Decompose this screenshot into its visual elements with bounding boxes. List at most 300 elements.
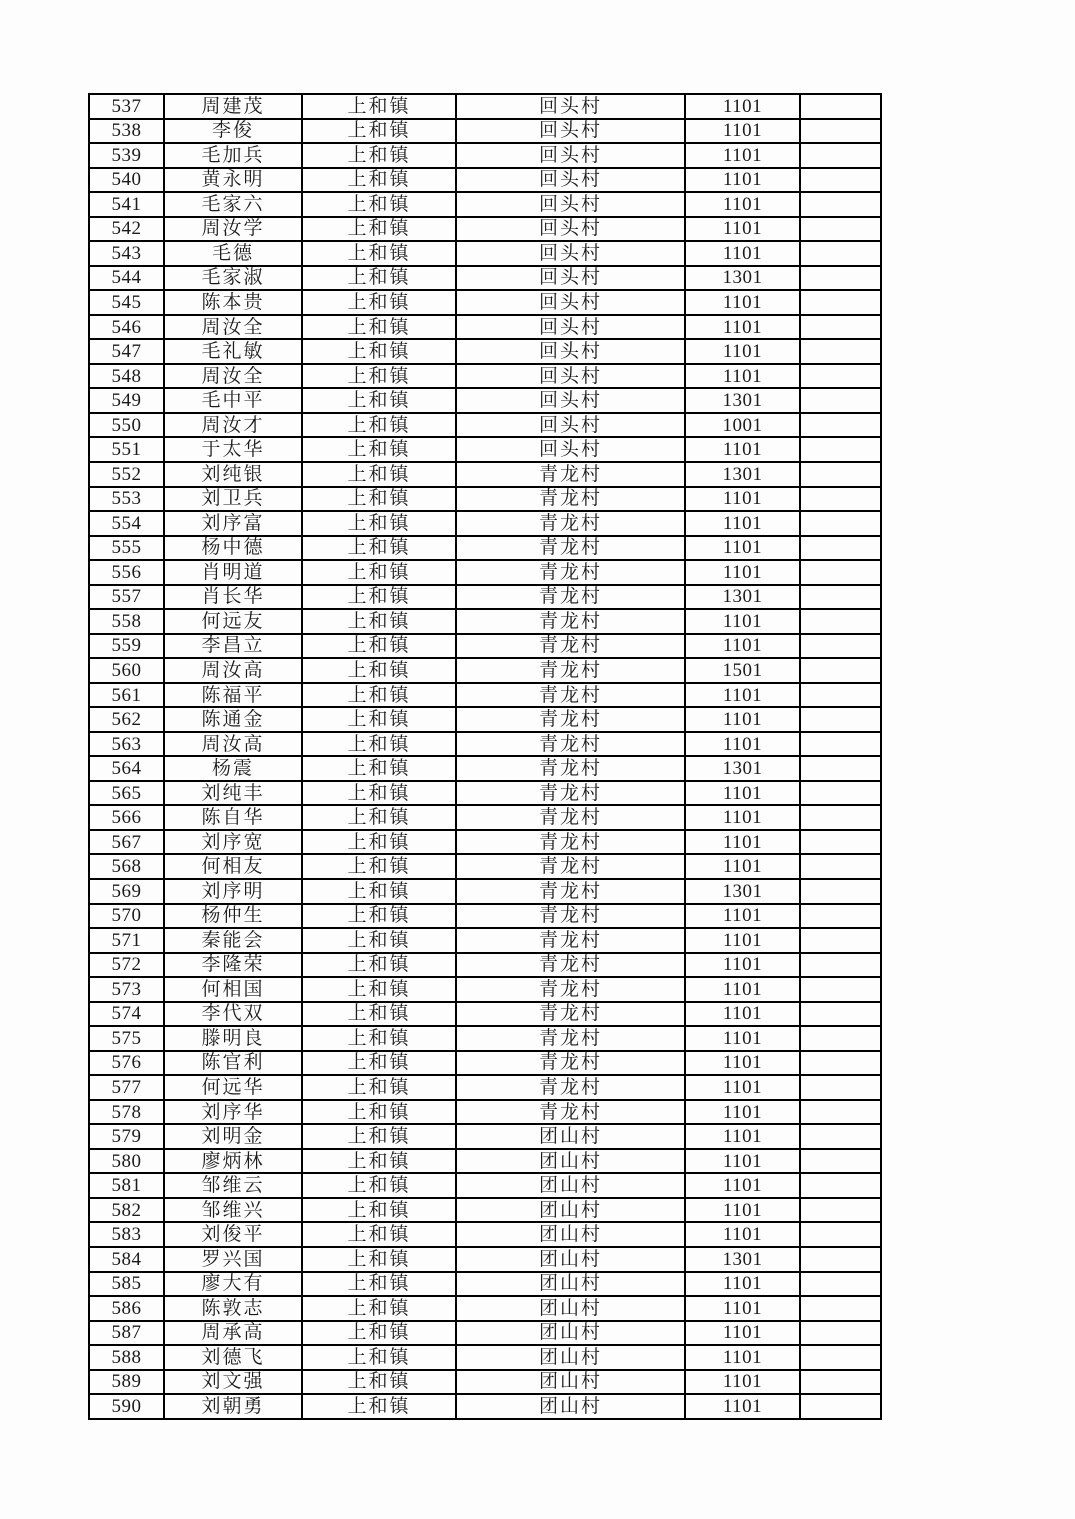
- cell-remark: [800, 707, 881, 732]
- table-row: [89, 904, 881, 929]
- cell-village: 青龙村: [456, 879, 685, 904]
- cell-town: 上和镇: [302, 830, 456, 855]
- cell-name: 刘纯银: [164, 462, 302, 487]
- cell-town: 上和镇: [302, 1075, 456, 1100]
- cell-village: 回头村: [456, 413, 685, 438]
- cell-village: 回头村: [456, 192, 685, 217]
- cell-remark: [800, 290, 881, 315]
- cell-remark: [800, 781, 881, 806]
- cell-remark: [800, 1002, 881, 1027]
- cell-town: 上和镇: [302, 953, 456, 978]
- cell-town: 上和镇: [302, 781, 456, 806]
- cell-town: 上和镇: [302, 585, 456, 610]
- cell-village: 青龙村: [456, 560, 685, 585]
- cell-name: 何远友: [164, 609, 302, 634]
- cell-name: 周汝全: [164, 364, 302, 389]
- cell-index: 585: [89, 1272, 164, 1297]
- cell-index: 540: [89, 168, 164, 193]
- cell-index: 545: [89, 290, 164, 315]
- cell-town: 上和镇: [302, 756, 456, 781]
- cell-village: 回头村: [456, 241, 685, 266]
- cell-code: 1301: [685, 462, 800, 487]
- roster-table: [88, 93, 882, 1420]
- table-row: [89, 560, 881, 585]
- table-row: [89, 1149, 881, 1174]
- cell-remark: [800, 585, 881, 610]
- cell-town: 上和镇: [302, 1370, 456, 1395]
- cell-code: 1101: [685, 1100, 800, 1125]
- cell-remark: [800, 879, 881, 904]
- cell-name: 陈自华: [164, 805, 302, 830]
- cell-town: 上和镇: [302, 658, 456, 683]
- table-row: [89, 1198, 881, 1223]
- cell-index: 587: [89, 1321, 164, 1346]
- cell-name: 何相友: [164, 854, 302, 879]
- cell-name: 陈福平: [164, 683, 302, 708]
- cell-code: 1101: [685, 1394, 800, 1419]
- cell-town: 上和镇: [302, 805, 456, 830]
- cell-code: 1301: [685, 388, 800, 413]
- cell-village: 青龙村: [456, 1026, 685, 1051]
- cell-village: 青龙村: [456, 609, 685, 634]
- cell-town: 上和镇: [302, 462, 456, 487]
- cell-index: 542: [89, 217, 164, 242]
- cell-town: 上和镇: [302, 143, 456, 168]
- cell-index: 556: [89, 560, 164, 585]
- table-row: [89, 781, 881, 806]
- cell-village: 青龙村: [456, 805, 685, 830]
- cell-name: 周建茂: [164, 94, 302, 119]
- cell-name: 刘文强: [164, 1370, 302, 1395]
- cell-code: 1101: [685, 1321, 800, 1346]
- cell-town: 上和镇: [302, 1222, 456, 1247]
- table-row: [89, 1124, 881, 1149]
- cell-code: 1101: [685, 315, 800, 340]
- cell-remark: [800, 462, 881, 487]
- cell-remark: [800, 94, 881, 119]
- cell-remark: [800, 953, 881, 978]
- table-row: [89, 119, 881, 144]
- cell-index: 577: [89, 1075, 164, 1100]
- table-row: [89, 536, 881, 561]
- cell-town: 上和镇: [302, 339, 456, 364]
- cell-village: 回头村: [456, 168, 685, 193]
- cell-index: 578: [89, 1100, 164, 1125]
- cell-name: 肖明道: [164, 560, 302, 585]
- cell-name: 滕明良: [164, 1026, 302, 1051]
- cell-name: 毛德: [164, 241, 302, 266]
- cell-village: 青龙村: [456, 634, 685, 659]
- cell-name: 杨中德: [164, 536, 302, 561]
- cell-index: 580: [89, 1149, 164, 1174]
- cell-town: 上和镇: [302, 1026, 456, 1051]
- cell-village: 青龙村: [456, 707, 685, 732]
- cell-remark: [800, 658, 881, 683]
- cell-town: 上和镇: [302, 609, 456, 634]
- cell-village: 回头村: [456, 290, 685, 315]
- cell-index: 565: [89, 781, 164, 806]
- cell-name: 廖炳林: [164, 1149, 302, 1174]
- cell-remark: [800, 1026, 881, 1051]
- cell-index: 567: [89, 830, 164, 855]
- cell-code: 1001: [685, 413, 800, 438]
- cell-village: 青龙村: [456, 683, 685, 708]
- cell-code: 1101: [685, 904, 800, 929]
- cell-name: 肖长华: [164, 585, 302, 610]
- cell-index: 553: [89, 487, 164, 512]
- cell-village: 团山村: [456, 1296, 685, 1321]
- cell-index: 582: [89, 1198, 164, 1223]
- table-row: [89, 266, 881, 291]
- cell-code: 1101: [685, 1370, 800, 1395]
- table-row: [89, 143, 881, 168]
- cell-town: 上和镇: [302, 879, 456, 904]
- cell-remark: [800, 904, 881, 929]
- table-row: [89, 487, 881, 512]
- cell-remark: [800, 854, 881, 879]
- cell-village: 回头村: [456, 388, 685, 413]
- cell-name: 陈通金: [164, 707, 302, 732]
- cell-index: 543: [89, 241, 164, 266]
- cell-index: 590: [89, 1394, 164, 1419]
- cell-town: 上和镇: [302, 707, 456, 732]
- cell-index: 589: [89, 1370, 164, 1395]
- cell-village: 团山村: [456, 1149, 685, 1174]
- cell-index: 588: [89, 1345, 164, 1370]
- cell-name: 刘序明: [164, 879, 302, 904]
- cell-village: 回头村: [456, 437, 685, 462]
- table-row: [89, 241, 881, 266]
- cell-index: 546: [89, 315, 164, 340]
- cell-town: 上和镇: [302, 1051, 456, 1076]
- cell-village: 回头村: [456, 266, 685, 291]
- cell-town: 上和镇: [302, 904, 456, 929]
- cell-index: 555: [89, 536, 164, 561]
- table-row: [89, 585, 881, 610]
- cell-village: 团山村: [456, 1272, 685, 1297]
- cell-code: 1101: [685, 830, 800, 855]
- cell-name: 于太华: [164, 437, 302, 462]
- cell-name: 周汝高: [164, 658, 302, 683]
- cell-town: 上和镇: [302, 94, 456, 119]
- cell-code: 1101: [685, 168, 800, 193]
- table-row: [89, 94, 881, 119]
- table-row: [89, 928, 881, 953]
- cell-village: 团山村: [456, 1222, 685, 1247]
- cell-index: 566: [89, 805, 164, 830]
- cell-town: 上和镇: [302, 1173, 456, 1198]
- cell-name: 毛家淑: [164, 266, 302, 291]
- cell-village: 青龙村: [456, 953, 685, 978]
- cell-village: 青龙村: [456, 977, 685, 1002]
- cell-town: 上和镇: [302, 388, 456, 413]
- cell-name: 李昌立: [164, 634, 302, 659]
- cell-town: 上和镇: [302, 290, 456, 315]
- cell-index: 558: [89, 609, 164, 634]
- cell-remark: [800, 388, 881, 413]
- cell-town: 上和镇: [302, 192, 456, 217]
- table-row: [89, 511, 881, 536]
- cell-town: 上和镇: [302, 413, 456, 438]
- cell-village: 青龙村: [456, 854, 685, 879]
- cell-town: 上和镇: [302, 1002, 456, 1027]
- cell-code: 1301: [685, 585, 800, 610]
- cell-remark: [800, 830, 881, 855]
- table-row: [89, 1272, 881, 1297]
- cell-code: 1101: [685, 805, 800, 830]
- cell-remark: [800, 1345, 881, 1370]
- cell-code: 1501: [685, 658, 800, 683]
- cell-village: 青龙村: [456, 928, 685, 953]
- cell-index: 549: [89, 388, 164, 413]
- cell-remark: [800, 217, 881, 242]
- table-row: [89, 1075, 881, 1100]
- cell-name: 何相国: [164, 977, 302, 1002]
- cell-remark: [800, 1051, 881, 1076]
- cell-remark: [800, 119, 881, 144]
- cell-index: 557: [89, 585, 164, 610]
- cell-code: 1101: [685, 1026, 800, 1051]
- cell-remark: [800, 1198, 881, 1223]
- table-row: [89, 290, 881, 315]
- cell-name: 毛加兵: [164, 143, 302, 168]
- cell-remark: [800, 437, 881, 462]
- cell-town: 上和镇: [302, 119, 456, 144]
- cell-remark: [800, 364, 881, 389]
- cell-town: 上和镇: [302, 1272, 456, 1297]
- cell-village: 团山村: [456, 1247, 685, 1272]
- cell-name: 秦能会: [164, 928, 302, 953]
- cell-code: 1101: [685, 781, 800, 806]
- cell-code: 1101: [685, 119, 800, 144]
- cell-name: 刘俊平: [164, 1222, 302, 1247]
- cell-remark: [800, 1075, 881, 1100]
- cell-index: 579: [89, 1124, 164, 1149]
- cell-index: 569: [89, 879, 164, 904]
- cell-name: 刘德飞: [164, 1345, 302, 1370]
- cell-remark: [800, 928, 881, 953]
- cell-name: 何远华: [164, 1075, 302, 1100]
- cell-code: 1101: [685, 511, 800, 536]
- cell-name: 邹维云: [164, 1173, 302, 1198]
- table-row: [89, 413, 881, 438]
- cell-code: 1101: [685, 339, 800, 364]
- cell-index: 574: [89, 1002, 164, 1027]
- cell-index: 539: [89, 143, 164, 168]
- cell-village: 青龙村: [456, 830, 685, 855]
- cell-code: 1101: [685, 536, 800, 561]
- cell-town: 上和镇: [302, 1247, 456, 1272]
- table-row: [89, 609, 881, 634]
- cell-code: 1301: [685, 1247, 800, 1272]
- cell-town: 上和镇: [302, 1296, 456, 1321]
- cell-index: 561: [89, 683, 164, 708]
- cell-code: 1101: [685, 732, 800, 757]
- cell-remark: [800, 683, 881, 708]
- cell-code: 1101: [685, 487, 800, 512]
- cell-code: 1101: [685, 953, 800, 978]
- cell-name: 罗兴国: [164, 1247, 302, 1272]
- cell-index: 584: [89, 1247, 164, 1272]
- cell-village: 青龙村: [456, 462, 685, 487]
- table-row: [89, 1345, 881, 1370]
- cell-remark: [800, 805, 881, 830]
- cell-town: 上和镇: [302, 560, 456, 585]
- cell-village: 回头村: [456, 143, 685, 168]
- table-row: [89, 756, 881, 781]
- cell-remark: [800, 241, 881, 266]
- cell-index: 572: [89, 953, 164, 978]
- cell-name: 廖大有: [164, 1272, 302, 1297]
- cell-village: 团山村: [456, 1173, 685, 1198]
- cell-name: 邹维兴: [164, 1198, 302, 1223]
- cell-remark: [800, 1321, 881, 1346]
- cell-village: 回头村: [456, 94, 685, 119]
- cell-name: 刘纯丰: [164, 781, 302, 806]
- cell-index: 583: [89, 1222, 164, 1247]
- cell-village: 青龙村: [456, 732, 685, 757]
- cell-town: 上和镇: [302, 364, 456, 389]
- cell-code: 1101: [685, 1345, 800, 1370]
- cell-village: 团山村: [456, 1345, 685, 1370]
- cell-code: 1101: [685, 560, 800, 585]
- cell-index: 537: [89, 94, 164, 119]
- cell-remark: [800, 1100, 881, 1125]
- cell-remark: [800, 487, 881, 512]
- cell-village: 青龙村: [456, 511, 685, 536]
- cell-village: 回头村: [456, 339, 685, 364]
- cell-village: 青龙村: [456, 1075, 685, 1100]
- cell-index: 544: [89, 266, 164, 291]
- cell-town: 上和镇: [302, 315, 456, 340]
- cell-index: 570: [89, 904, 164, 929]
- cell-name: 刘序华: [164, 1100, 302, 1125]
- table-row: [89, 388, 881, 413]
- cell-village: 青龙村: [456, 904, 685, 929]
- cell-name: 黄永明: [164, 168, 302, 193]
- cell-name: 毛家六: [164, 192, 302, 217]
- table-row: [89, 658, 881, 683]
- cell-remark: [800, 1173, 881, 1198]
- cell-code: 1301: [685, 756, 800, 781]
- cell-index: 547: [89, 339, 164, 364]
- cell-code: 1101: [685, 290, 800, 315]
- cell-town: 上和镇: [302, 217, 456, 242]
- cell-remark: [800, 339, 881, 364]
- table-row: [89, 1222, 881, 1247]
- cell-code: 1101: [685, 1124, 800, 1149]
- table-row: [89, 192, 881, 217]
- cell-town: 上和镇: [302, 266, 456, 291]
- cell-index: 564: [89, 756, 164, 781]
- cell-name: 刘明金: [164, 1124, 302, 1149]
- cell-index: 550: [89, 413, 164, 438]
- table-row: [89, 634, 881, 659]
- cell-code: 1101: [685, 1075, 800, 1100]
- cell-index: 563: [89, 732, 164, 757]
- table-row: [89, 1100, 881, 1125]
- cell-name: 周汝学: [164, 217, 302, 242]
- table-row: [89, 217, 881, 242]
- cell-name: 毛礼敏: [164, 339, 302, 364]
- table-row: [89, 1394, 881, 1419]
- table-row: [89, 683, 881, 708]
- cell-index: 568: [89, 854, 164, 879]
- cell-remark: [800, 315, 881, 340]
- cell-name: 周汝全: [164, 315, 302, 340]
- cell-index: 548: [89, 364, 164, 389]
- cell-name: 陈官利: [164, 1051, 302, 1076]
- cell-code: 1101: [685, 1296, 800, 1321]
- table-row: [89, 830, 881, 855]
- cell-code: 1101: [685, 192, 800, 217]
- cell-town: 上和镇: [302, 168, 456, 193]
- cell-village: 团山村: [456, 1370, 685, 1395]
- table-row: [89, 1173, 881, 1198]
- cell-name: 李俊: [164, 119, 302, 144]
- cell-town: 上和镇: [302, 977, 456, 1002]
- cell-code: 1101: [685, 143, 800, 168]
- cell-remark: [800, 634, 881, 659]
- cell-index: 571: [89, 928, 164, 953]
- table-row: [89, 1247, 881, 1272]
- cell-name: 周汝才: [164, 413, 302, 438]
- cell-town: 上和镇: [302, 437, 456, 462]
- cell-name: 杨震: [164, 756, 302, 781]
- cell-town: 上和镇: [302, 1124, 456, 1149]
- table-row: [89, 879, 881, 904]
- cell-name: 刘序宽: [164, 830, 302, 855]
- cell-code: 1301: [685, 266, 800, 291]
- cell-town: 上和镇: [302, 732, 456, 757]
- cell-remark: [800, 192, 881, 217]
- cell-remark: [800, 143, 881, 168]
- table-row: [89, 707, 881, 732]
- cell-index: 560: [89, 658, 164, 683]
- cell-code: 1101: [685, 241, 800, 266]
- cell-remark: [800, 1370, 881, 1395]
- cell-code: 1101: [685, 1173, 800, 1198]
- roster-table-body: [89, 94, 881, 1419]
- cell-code: 1101: [685, 217, 800, 242]
- cell-name: 李隆荣: [164, 953, 302, 978]
- table-row: [89, 1370, 881, 1395]
- cell-town: 上和镇: [302, 536, 456, 561]
- cell-name: 刘卫兵: [164, 487, 302, 512]
- cell-code: 1101: [685, 683, 800, 708]
- cell-village: 团山村: [456, 1321, 685, 1346]
- cell-code: 1101: [685, 977, 800, 1002]
- cell-remark: [800, 536, 881, 561]
- cell-code: 1101: [685, 1222, 800, 1247]
- table-row: [89, 339, 881, 364]
- cell-name: 周承高: [164, 1321, 302, 1346]
- cell-code: 1101: [685, 1198, 800, 1223]
- cell-town: 上和镇: [302, 928, 456, 953]
- cell-code: 1101: [685, 928, 800, 953]
- cell-code: 1101: [685, 364, 800, 389]
- cell-name: 陈本贵: [164, 290, 302, 315]
- cell-code: 1101: [685, 707, 800, 732]
- cell-village: 回头村: [456, 364, 685, 389]
- cell-town: 上和镇: [302, 487, 456, 512]
- table-row: [89, 1321, 881, 1346]
- table-row: [89, 462, 881, 487]
- table-row: [89, 364, 881, 389]
- table-row: [89, 805, 881, 830]
- table-row: [89, 854, 881, 879]
- cell-index: 573: [89, 977, 164, 1002]
